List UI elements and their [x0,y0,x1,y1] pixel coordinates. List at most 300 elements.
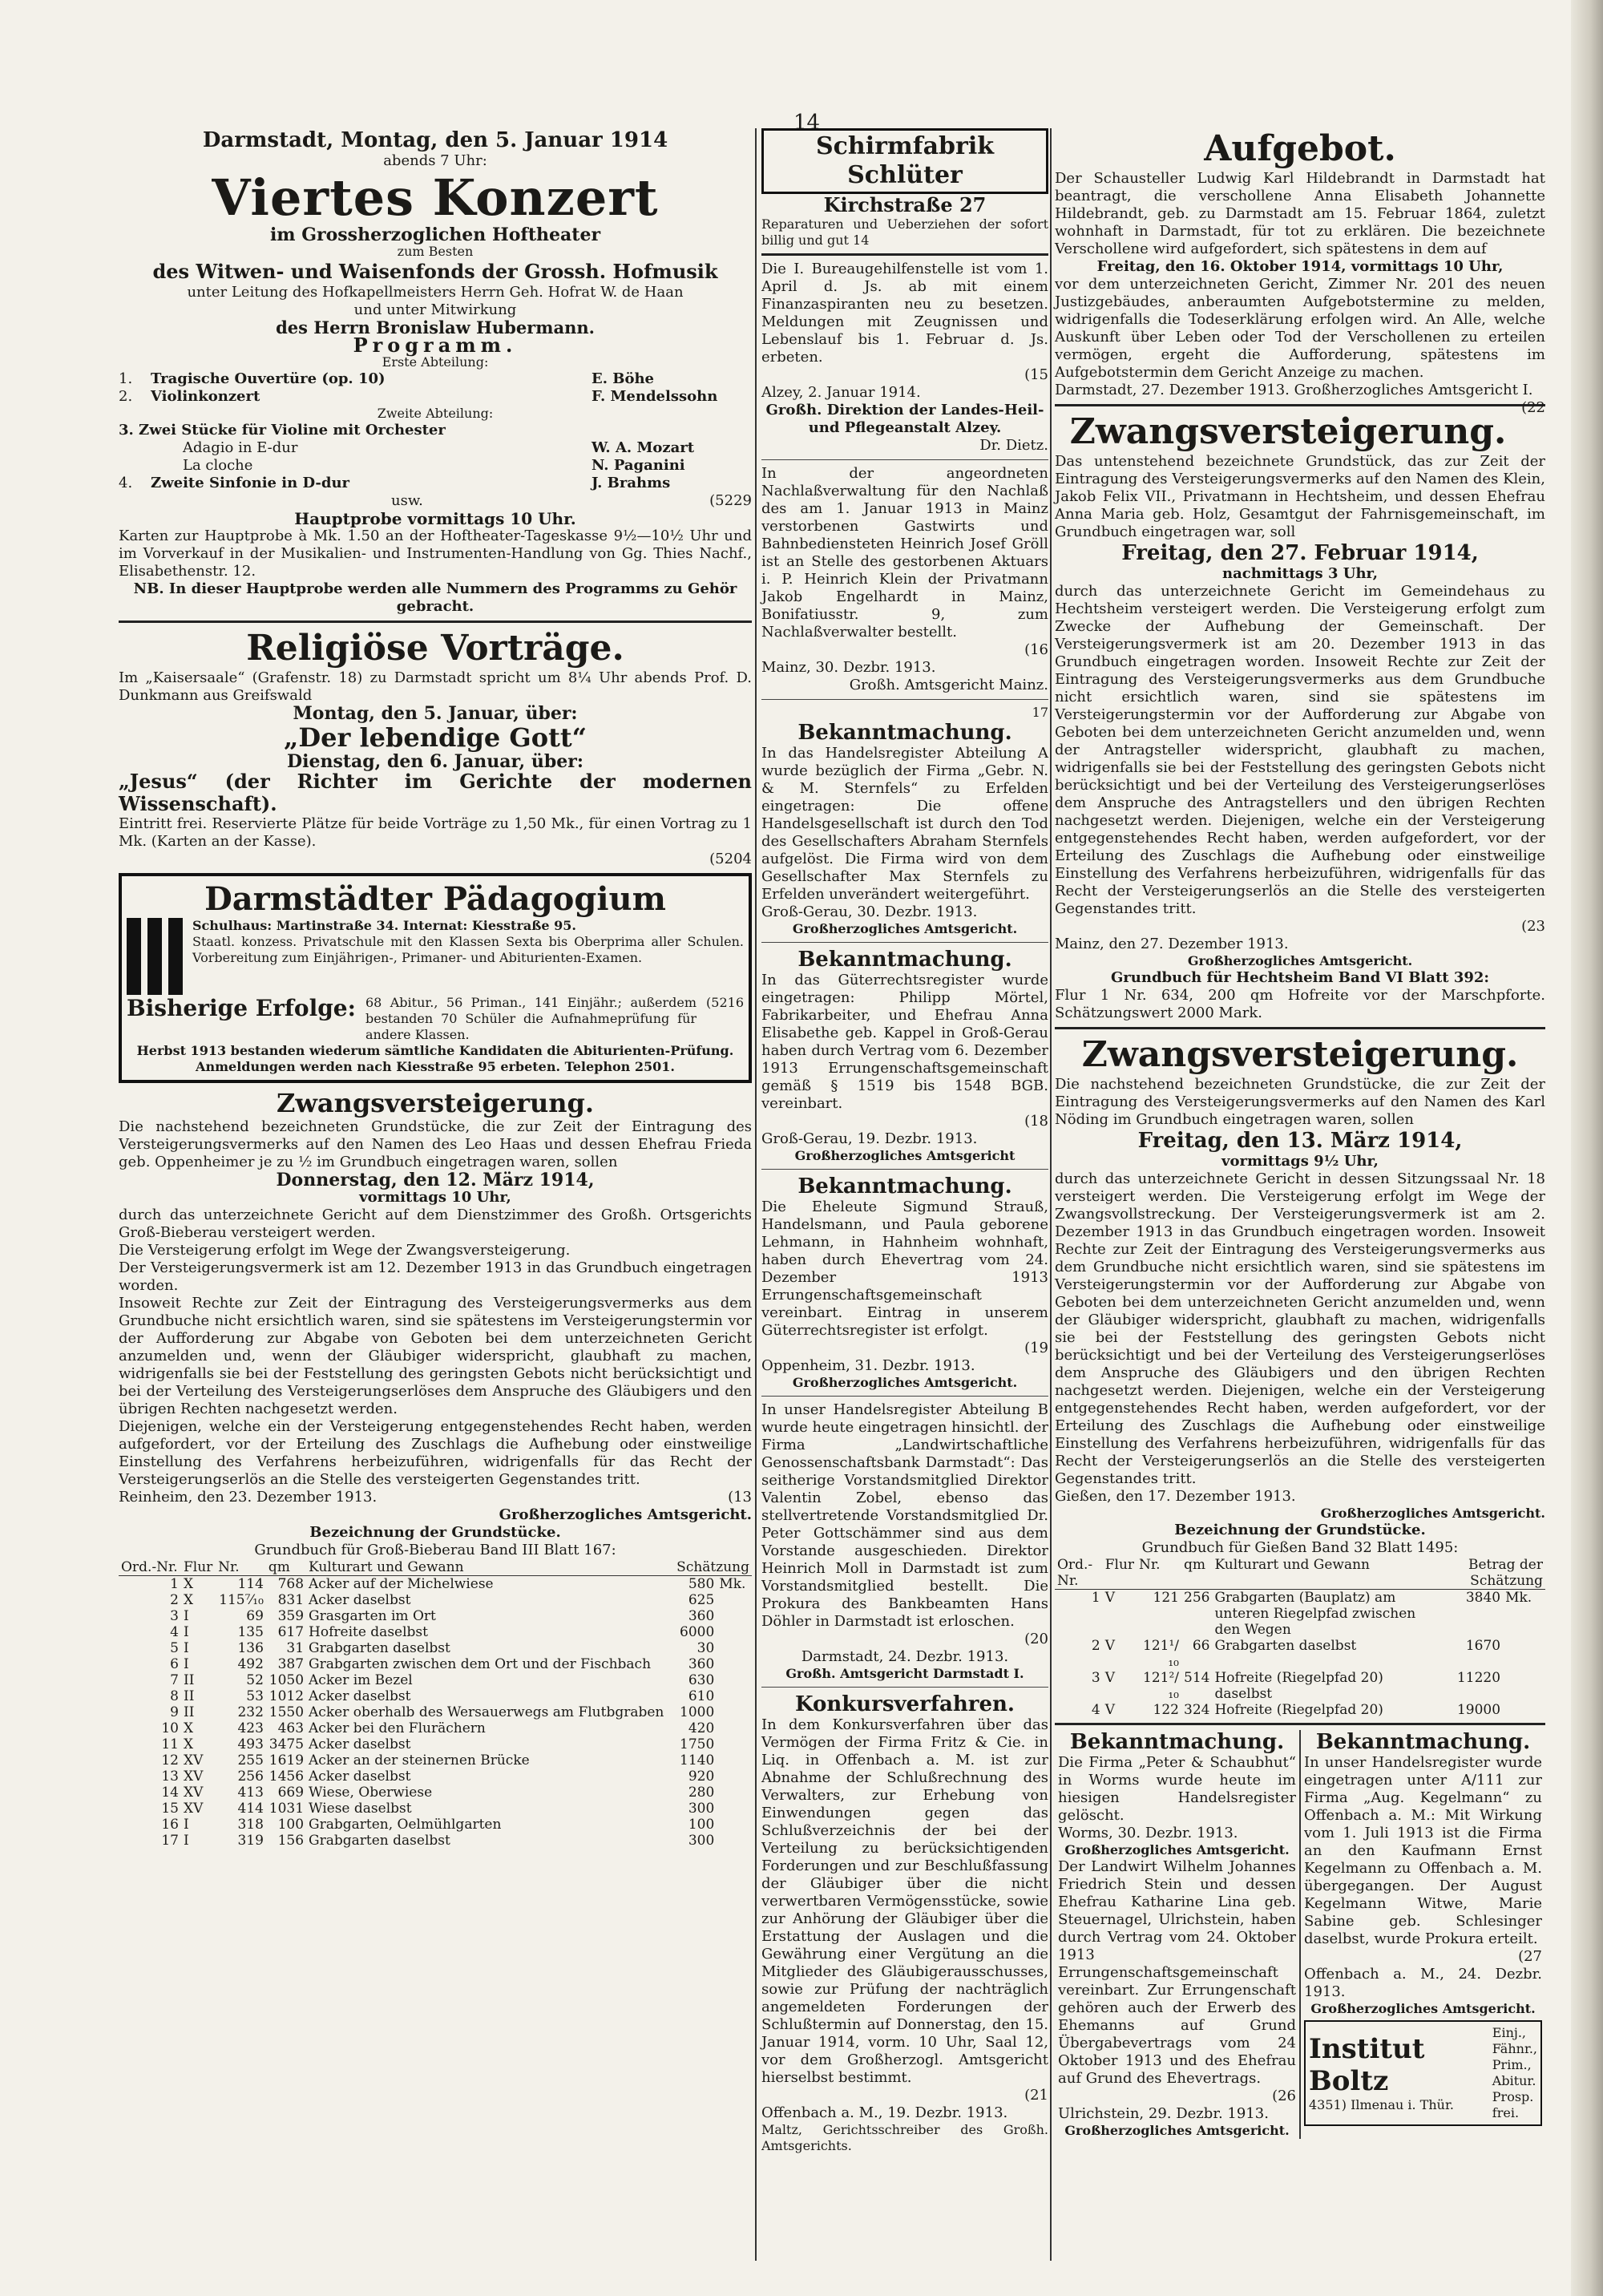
program-part-1 [119,370,752,406]
handels-ref: (20 [1024,1631,1048,1647]
table-cell: Acker bei den Flurächern [309,1720,486,1736]
table-cell: 136 [237,1640,264,1656]
divider [761,253,1048,256]
zwang-date: Donnerstag, den 12. März 1914, [276,1170,595,1190]
table-cell [1503,1638,1545,1670]
boltz-right: Einj., Fähnr., Prim., Abitur. Prosp. frei. [1492,2025,1538,2120]
bek-worms-text2: Der Landwirt Wilhelm Johannes Friedrich Stein und dessen Ehefrau Katharine Lina geb. Steuernagel, Ulrichstein, haben durch Vertrag vom 24. Oktober 1913 Errungenschaftsgemeinschaft vereinbart. Zur Errungenschaft gehören auch der Erwerb des Ehemanns auf Grund Übergabevertrags vom 24 Oktober 1913 und des Ehefrau auf Grund des Ehevertrags. [1058,1858,1296,2087]
table-cell: 66 [1192,1638,1210,1654]
bek-1 [761,705,1048,937]
table-cell: 19000 [1456,1702,1501,1718]
nachlass-notice [761,465,1048,694]
zwang-p1: Die nachstehend bezeichneten Grundstücke, die zur Zeit der Eintragung des Versteigerungsvermerks auf den Namen des Leo Haas und dessen Ehefrau Frieda geb. Oppenheimer je zu ½ im Grundbuch eingetragen waren, sollen [119,1118,752,1170]
table-cell: 630 [688,1672,715,1688]
table-cell: I [184,1624,189,1640]
table-cell: Acker daselbst [309,1592,411,1608]
table-cell: 53 [246,1688,264,1704]
table-cell [717,1656,752,1672]
table-row [119,1720,752,1736]
buero-text: Die I. Bureaugehilfenstelle ist vom 1. April d. Js. ab mit einem Finanzaspiranten neu zu besetzen. Meldungen mit Zeugnissen und Lebenslauf bis 1. Februar d. Js. erbeten. [761,261,1048,366]
table-cell [1503,1670,1545,1702]
bek-2-text: In das Güterrechtsregister wurde eingetragen: Philipp Mörtel, Fabrikarbeiter, und Ehefrau Anna Elisabethe geb. Kappel in Groß-Gerau haben durch Vertrag vom 6. Dezember 1913 Errungenschaftsgemeinschaft gemäß § 1519 bis 1548 BGB. vereinbart. [761,972,1048,1112]
boltz-name: Institut Boltz [1309,2033,1425,2097]
boltz-place-row: 4351) Ilmenau i. Thür. [1309,2097,1454,2112]
table-cell: X [184,1576,194,1592]
bek-1-dateline: Groß-Gerau, 30. Dezbr. 1913. [761,903,978,920]
bek-offenbach-court: Großherzogliches Amtsgericht. [1310,2001,1536,2016]
handelsregister-notice [761,1401,1048,1682]
table-cell: 414 [237,1801,264,1817]
program-part-2 [119,439,752,492]
table-row [119,1688,752,1704]
table-cell: 1670 [1465,1638,1501,1654]
table-cell: 10 [161,1720,179,1736]
table-row [119,1801,752,1817]
table-cell: 669 [277,1785,305,1801]
table-cell: 360 [688,1608,715,1624]
handels-court: Großh. Amtsgericht Darmstadt I. [785,1666,1024,1681]
table-row [119,1768,752,1785]
zw1-grundbuch: Grundbuch für Hechtsheim Band VI Blatt 392: [1110,969,1490,986]
table-cell: 31 [286,1640,305,1656]
table-cell: 1012 [269,1688,305,1704]
column-3 [1055,128,1545,2139]
program-item: 1. Tragische Ouvertüre (op. 10) E. Böhe [119,370,655,387]
aufgebot-title: Aufgebot. [1204,128,1396,169]
table-cell: 11 [161,1736,179,1752]
table-cell: 1050 [269,1672,305,1688]
table-cell [717,1768,752,1785]
zwang-ad-reinheim [119,1088,752,1849]
table-cell: II [184,1672,195,1688]
table-cell: Grabgarten daselbst [1214,1638,1357,1654]
konkurs-title: Konkursverfahren. [794,1692,1015,1716]
table-cell: 1619 [269,1752,305,1768]
vortraege-ad [119,628,752,868]
table-row [119,1752,752,1768]
table-cell: 625 [688,1592,715,1608]
table-row [119,1833,752,1849]
table-cell: 318 [237,1817,264,1833]
table-row [119,1576,752,1593]
divider [761,699,1048,700]
schirm-ad [761,128,1048,249]
table-cell: Mk. [719,1576,746,1592]
bek-offenbach-text: In unser Handelsregister wurde eingetragen unter A/111 zur Firma „Aug. Kegelmann“ zu Offenbach a. M.: Mit Wirkung vom 1. Juli 1913 ist die Firma an den Kaufmann Ernst Kegelmann zu Offenbach a. M. übergegangen. Der August Kegelmann Witwe, Marie Sabine geb. Schlesinger daselbst, wurde Prokura erteilt. [1304,1754,1542,1947]
table-cell [717,1736,752,1752]
table-cell: I [184,1608,189,1624]
table-cell: 115⁷⁄₁₀ [219,1592,264,1608]
vortraege-topic-2: „Jesus“ (der Richter im Gerichte der modernen Wissenschaft). [119,770,752,815]
table-cell: 156 [277,1833,305,1849]
table-cell: 3840 [1465,1590,1501,1606]
konkurs-ref: (21 [1024,2087,1048,2104]
zw2-grundbuch: Grundbuch für Gießen Band 32 Blatt 1495: [1141,1539,1459,1556]
table-cell: Hofreite (Riegelpfad 20) [1214,1702,1383,1718]
table-cell: 16 [161,1817,179,1833]
table-cell: 413 [237,1785,264,1801]
divider [1055,1027,1545,1029]
table-cell: V [1104,1590,1116,1606]
table-cell [717,1817,752,1833]
table-row [119,1640,752,1656]
table-cell: 256 [1184,1590,1210,1606]
table-row [119,1785,752,1801]
divider [761,1687,1048,1688]
paedagogium-text: Staatl. konzess. Privatschule mit den Klassen Sexta bis Oberprima aller Schulen. Vorbereitung zum Einjährigen-, Primaner- und Abiturienten-Examen. [192,934,744,965]
zw2-dateline: Gießen, den 17. Dezember 1913. [1055,1488,1296,1505]
table-cell: 2 [170,1592,179,1608]
table-row [1055,1670,1545,1702]
table-row [119,1672,752,1688]
zw1-text2: durch das unterzeichnete Gericht im Gemeindehaus zu Hechtsheim versteigert werden. Die Versteigerung erfolgt zum Zwecke der Aufhebung der Gemeinschaft. Der Versteigerungsvermerk ist am 20. Dezember 1913 in das Grundbuch eingetragen worden. Insoweit Rechte zur Zeit der Eintragung des Versteigerungsvermerks aus dem Grundbuche nicht ersichtlich waren, sind sie spätestens im Versteigerungstermin vor der Aufforderung zur Abgabe von Geboten bei dem unterzeichneten Gericht anzumelden und, wenn der Antragsteller widerspricht, glaubhaft zu machen, widrigenfalls sie bei der Feststellung des geringsten Gebots nicht berücksichtigt und bei der Verteilung des Versteigerungserlöses dem Anspruche des Antragstellers und den übrigen Rechten nachgesetzt werden. Diejenigen, welche ein der Versteigerung entgegenstehendes Recht haben, werden aufgefordert, vor der Erteilung des Zuschlags die Aufhebung oder einstweilige Einstellung des Verfahrens herbeizuführen, widrigenfalls für das Recht der Versteigerungserlös an die Stelle des versteigerten Gegenstandes tritt. [1055,583,1545,917]
table-cell: Grabgarten (Bauplatz) am unteren Riegelpfad zwischen den Wegen [1214,1590,1416,1638]
table-cell: Acker daselbst [309,1688,411,1704]
table-cell: 13 [161,1768,179,1785]
zw2-time: vormittags 9½ Uhr, [1221,1153,1379,1170]
paedagogium-ad [119,873,752,1083]
program-usw: usw. (5229 [391,492,752,509]
table-row [119,1608,752,1624]
table-cell [717,1704,752,1720]
aufgebot-dateline-row: Darmstadt, 27. Dezember 1913. Großherzogliches Amtsgericht I. (22 [1055,382,1545,416]
zwang-bez: Bezeichnung der Grundstücke. [309,1524,561,1541]
paedagogium-erfolge [127,995,744,1043]
paedagogium-text-block [192,918,744,966]
table-cell: 1 [170,1576,179,1592]
table-cell: 280 [688,1785,715,1801]
bek-2-dateline: Groß-Gerau, 19. Dezbr. 1913. [761,1130,978,1147]
bek-3-text: Die Eheleute Sigmund Strauß, Handelsmann, und Paula geborene Lehmann, in Hahnheim wohnhaft, haben durch Ehevertrag vom 24. Dezember 1913 Errungenschaftsgemeinschaft vereinbart. Eintrag in unserem Güterrechtsregister ist erfolgt. [761,1199,1048,1339]
table-cell: 17 [161,1833,179,1849]
table-cell: 4 [170,1624,179,1640]
table-cell: 1140 [680,1752,715,1768]
giessen-table-body [1055,1590,1545,1719]
bek-worms-dateline: Worms, 30. Dezbr. 1913. [1058,1825,1238,1841]
table-cell: 255 [237,1752,264,1768]
table-cell: Grabgarten zwischen dem Ort und der Fischbach [309,1656,652,1672]
table-cell: 3 [1091,1670,1100,1686]
boltz-ad [1304,2020,1542,2126]
table-cell: 1550 [269,1704,305,1720]
table-cell: 30 [697,1640,715,1656]
table-cell: 100 [688,1817,715,1833]
program-item: 2. Violinkonzert F. Mendelssohn [119,388,718,405]
konkurs-dateline: Offenbach a. M., 19. Dezbr. 1913. [761,2104,1008,2121]
schirm-title: Schirmfabrik Schlüter [761,128,1048,194]
zwang-p6: Diejenigen, welche ein der Versteigerung entgegenstehendes Recht haben, werden aufgefordert, vor der Erteilung des Zuschlags die Aufhebung oder einstweilige Einstellung des Verfahrens herbeizuführen, widrigenfalls für das Recht der Versteigerungserlös an die Stelle des versteigerten Gegenstandes tritt. [119,1418,752,1488]
bek-worms-dateline2: Ulrichstein, 29. Dezbr. 1913. [1058,2105,1269,2122]
table-cell: 3 [170,1608,179,1624]
vortraege-title: Religiöse Vorträge. [246,628,624,669]
karten-text: Karten zur Hauptprobe à Mk. 1.50 an der Hoftheater-Tageskasse 9½—10½ Uhr und im Vorverkauf in der Musikalien- und Instrumenten-Handlung von Gg. Thies Nachf., Elisabethenstr. 12. [119,528,752,580]
table-cell [717,1640,752,1656]
table-cell: 420 [688,1720,715,1736]
paedagogium-body [127,918,744,995]
zw1-title: Zwangsversteigerung. [1069,411,1507,452]
zwang-p5: Insoweit Rechte zur Zeit der Eintragung des Versteigerungsvermerks aus dem Grundbuche nicht ersichtlich waren, sind sie spätestens im Versteigerungstermin vor der Aufforderung zur Abgabe von Geboten bei dem unterzeichneten Gericht anzumelden und, wenn der Gläubiger widerspricht, glaubhaft zu machen, widrigenfalls sie bei der Feststellung des geringsten Gebots nicht berücksichtigt und bei der Verteilung des Versteigerungserlöses dem Anspruche des Gläubigers und den übrigen Rechten nachgesetzt werden. [119,1295,752,1417]
table-cell: Acker an der steinernen Brücke [309,1752,530,1768]
table-row [119,1704,752,1720]
bek-3-title: Bekanntmachung. [797,1174,1012,1199]
divider [761,942,1048,943]
table-cell [717,1752,752,1768]
konzert-mitwirkung: und unter Mitwirkung [353,301,517,318]
zwang-title: Zwangsversteigerung. [276,1088,595,1118]
table-row [119,1817,752,1833]
program-item: 4. Zweite Sinfonie in D-dur J. Brahms [119,475,671,491]
table-cell: X [184,1720,194,1736]
handels-text: In unser Handelsregister Abteilung B wurde heute eingetragen hinsichtl. der Firma „Landwirtschaftliche Genossenschaftsbank Darmstadt“: Das seitherige Vorstandsmitglied Direktor Valentin Zobel, ebenso das stellvertretende Vorstandsmitglied Dr. Peter Gottschämmer sind aus dem Vorstande ausgeschieden. Direktor Heinrich Moll in Darmstadt ist zum Vorstandsmitglied bestellt. Die Prokura des Bankbeamten Hans Döhler in Darmstadt ist erloschen. [761,1401,1049,1630]
schirm-addr: Kirchstraße 27 [823,193,987,216]
table-cell: I [184,1640,189,1656]
table-cell [717,1720,752,1736]
zwang-court: Großherzogliches Amtsgericht. [499,1506,752,1523]
buero-sender: Großh. Direktion der Landes-Heil- und Pflegeanstalt Alzey. [765,402,1044,436]
zwang-grundbuch: Grundbuch für Groß-Bieberau Band III Blatt 167: [254,1542,616,1558]
table-cell: V [1104,1702,1116,1718]
table-cell: 423 [237,1720,264,1736]
table-cell: 360 [688,1656,715,1672]
table-cell: Acker auf der Michelwiese [309,1576,494,1592]
table-cell: Grasgarten im Ort [309,1608,436,1624]
table-cell: 1 [1091,1590,1100,1606]
table-cell: Acker daselbst [309,1736,411,1752]
vortraege-ref: (5204 [709,851,752,867]
table-cell: 15 [161,1801,179,1817]
vortraege-topic-1: „Der lebendige Gott“ [283,722,587,753]
schirm-text-row: Reparaturen und Ueberziehen der sofort billig und gut 14 [761,216,1048,248]
bek-1-court: Großherzogliches Amtsgericht. [792,921,1018,936]
column-2 [761,128,1048,2154]
table-cell: 387 [277,1656,305,1672]
table-cell: 493 [237,1736,264,1752]
grundstuecke-table-body [119,1576,752,1849]
konzert-zum-besten: zum Besten [397,244,474,259]
table-cell: Wiese daselbst [309,1801,412,1817]
table-cell: 114 [237,1576,264,1592]
table-cell: 1456 [269,1768,305,1785]
table-cell: 232 [237,1704,264,1720]
table-cell: X [184,1592,194,1608]
buero-ref: (15 [1024,366,1048,383]
table-row [119,1656,752,1672]
table-cell: 14 [161,1785,179,1801]
table-cell: 610 [688,1688,715,1704]
table-row [1055,1638,1545,1670]
zw2-text: Die nachstehend bezeichneten Grundstücke, die zur Zeit der Eintragung des Versteigerungsvermerks auf den Namen des Karl Nöding im Grundbuch eingetragen waren, sollen [1055,1076,1545,1128]
zw1-court: Großherzogliches Amtsgericht. [1187,953,1413,968]
table-cell: 100 [277,1817,305,1833]
table-cell: 121²/₁₀ [1143,1670,1179,1702]
table-cell: 11220 [1456,1670,1501,1686]
bek-worms-ref: (26 [1272,2088,1296,2104]
table-cell: 69 [246,1608,264,1624]
table-cell: 12 [161,1752,179,1768]
table-cell: 5 [170,1640,179,1656]
table-cell: Mk. [1505,1590,1532,1606]
table-cell: 463 [277,1720,305,1736]
table-cell: 1750 [680,1736,715,1752]
table-row [119,1736,752,1752]
zw2-text2: durch das unterzeichnete Gericht in dessen Sitzungssaal Nr. 18 versteigert werden. Die Versteigerung erfolgt im Wege der Zwangsvollstreckung. Der Versteigerungsvermerk ist am 2. Dezember 1913 in das Grundbuch eingetragen worden. Insoweit Rechte zur Zeit der Eintragung des Versteigerungsvermerks aus dem Grundbuche nicht ersichtlich waren, sind sie spätestens im Versteigerungstermin vor der Aufforderung zur Abgabe von Geboten bei dem unterzeichneten Gericht anzumelden und, wenn der Gläubiger widerspricht, glaubhaft zu machen, widrigenfalls sie bei der Feststellung des geringsten Gebots nicht berücksichtigt und bei der Verteilung des Versteigerungserlöses dem Anspruche des Gläubigers und den übrigen Rechten nachgesetzt werden. Diejenigen, welche ein der Versteigerung entgegenstehendes Recht haben, werden aufgefordert, vor der Erteilung des Zuschlags die Aufhebung oder einstweilige Einstellung des Verfahrens herbeizuführen, widrigenfalls für das Recht der Versteigerungserlös an die Stelle des versteigerten Gegenstandes tritt. [1055,1170,1545,1487]
table-cell: 831 [277,1592,305,1608]
bek-1-ref: 17 [1032,705,1048,720]
nachlass-court: Großh. Amtsgericht Mainz. [849,677,1048,693]
konzert-soloist: des Herrn Bronislaw Hubermann. [276,317,595,338]
table-cell [717,1624,752,1640]
konzert-ad [119,128,752,616]
zwang-time: vormittags 10 Uhr, [359,1189,511,1206]
buero-dateline: Alzey, 2. Januar 1914. [761,384,921,401]
bek-1-text: In das Handelsregister Abteilung A wurde bezüglich der Firma „Gebr. N. & M. Sternfels“ zu Erfelden eingetragen: Die offene Handelsgesellschaft ist durch den Tod des Gesellschafters Abraham Sternfels aufgelöst. Die Firma wird von dem Gesellschafter Max Sternfels zu Erfelden unverändert weitergeführt. [761,745,1048,903]
table-cell: I [184,1817,189,1833]
divider [761,459,1048,460]
newspaper-page [95,104,1545,2285]
zw2-date: Freitag, den 13. März 1914, [1137,1129,1463,1153]
table-row [1055,1590,1545,1639]
konzert-time: abends 7 Uhr: [383,152,487,169]
column-rule [1050,128,1052,2261]
aufgebot-text2: vor dem unterzeichneten Gericht, Zimmer Nr. 201 des neuen Justizgebäudes, anberaumten Aufgebotstermine zu melden, widrigenfalls die Todeserklärung erfolgen wird. An Alle, welche Auskunft über Leben oder Tod der Verschollenen zu erteilen vermögen, ergeht die Aufforderung, spätestens im Aufgebotstermin dem Gericht Anzeige zu machen. [1055,276,1545,381]
table-cell [1503,1702,1545,1718]
table-cell: XV [184,1785,204,1801]
table-cell: 52 [246,1672,264,1688]
zw2-bez: Bezeichnung der Grundstücke. [1174,1522,1426,1538]
table-cell: 2 [1091,1638,1100,1654]
bek-3 [761,1174,1048,1391]
aufgebot-termin: Freitag, den 16. Oktober 1914, vormittags 10 Uhr, [1096,258,1504,275]
table-cell: XV [184,1801,204,1817]
bek-worms-court2: Großherzogliches Amtsgericht. [1064,2123,1290,2138]
program-item-3: 3. Zwei Stücke für Violine mit Orchester [119,422,446,439]
bek-worms-text: Die Firma „Peter & Schaubhut“ in Worms wurde heute im hiesigen Handelsregister gelöscht. [1058,1754,1296,1824]
nachlass-ref: (16 [1024,641,1048,658]
paedagogium-addresses: Schulhaus: Martinstraße 34. Internat: Kiesstraße 95. [192,918,576,933]
table-cell: Acker im Bezel [309,1672,413,1688]
bek-offenbach-title: Bekanntmachung. [1315,1730,1531,1754]
erfolge-heading: Bisherige Erfolge: [127,995,356,1021]
bek-2-court: Großherzogliches Amtsgericht [794,1148,1016,1163]
bek-offenbach [1299,1730,1545,2139]
handels-dateline: Darmstadt, 24. Dezbr. 1913. [801,1648,1009,1665]
bek-3-dateline: Oppenheim, 31. Dezbr. 1913. [761,1357,975,1374]
konzert-venue: im Grossherzoglichen Hoftheater [269,224,601,245]
bek-worms [1055,1730,1299,2139]
scan-edge [1571,0,1603,2296]
table-cell: 1031 [269,1801,305,1817]
konkurs-text: In dem Konkursverfahren über das Vermögen der Firma Fritz & Cie. in Liq. in Offenbach a. M. ist zur Abnahme der Schlußrechnung des Verwalters, zur Erhebung von Einwendungen gegen das Schlußverzeichnis der bei der Verteilung zu berücksichtigenden Forderungen und zur Beschlußfassung der Gläubiger über die nicht verwertbaren Vermögensstücke, sowie zur Anhörung der Gläubiger über die Erstattung der Auslagen und die Gewährung einer Vergütung an die Mitglieder des Gläubigerausschusses, sowie zur Prüfung der nachträglich angemeldeten Forderungen der Schlußtermin auf Donnerstag, den 15. Januar 1914, vorm. 10 Uhr, Saal 12, vor dem Großherzogl. Amtsgericht hierselbst bestimmt. [761,1716,1048,2086]
table-cell: 7 [170,1672,179,1688]
divider [1055,404,1545,406]
table-cell [717,1672,752,1688]
paedagogium-herbst: Herbst 1913 bestanden wiederum sämtliche Kandidaten die Abiturienten-Prüfung. [136,1043,734,1058]
table-cell: 319 [237,1833,264,1849]
vortraege-eintritt: Eintritt frei. Reservierte Plätze für beide Vorträge zu 1,50 Mk., für einen Vortrag zu 1 Mk. (Karten an der Kasse). [119,815,752,850]
table-cell: 9 [170,1704,179,1720]
zwang-dateline-row: Reinheim, den 23. Dezember 1913. (13 [119,1489,752,1506]
table-cell: 121¹/₁₀ [1143,1638,1179,1670]
table-cell: 3475 [269,1736,305,1752]
table-cell: II [184,1704,195,1720]
hauptprobe: Hauptprobe vormittags 10 Uhr. [294,509,576,528]
konzert-fonds: des Witwen- und Waisenfonds der Grossh. Hofmusik [152,260,718,283]
konkurs-notice [761,1692,1048,2154]
table-cell: 6000 [680,1624,715,1640]
table-cell: I [184,1656,189,1672]
table-cell: 617 [277,1624,305,1640]
table-cell: XV [184,1768,204,1785]
table-cell: Hofreite (Riegelpfad 20) daselbst [1214,1670,1383,1702]
program-item: La cloche N. Paganini [183,457,685,474]
table-row [1055,1702,1545,1718]
konzert-programm: Programm. [353,333,518,357]
table-cell: Grabgarten daselbst [309,1640,450,1656]
table-cell: V [1104,1670,1116,1686]
table-cell: 359 [277,1608,305,1624]
zw2-court: Großherzogliches Amtsgericht. [1320,1506,1545,1521]
bek-2 [761,948,1048,1164]
nachlass-text: In der angeordneten Nachlaßverwaltung für den Nachlaß des am 1. Januar 1913 in Mainz verstorbenen Gastwirts und Bahnbediensteten Heinrich Josef Gröll ist an Stelle des gestorbenen Aktuars i. P. Heinrich Klein der Privatmann Jakob Engelhardt in Mainz, Bonifatiusstr. 9, zum Nachlaßverwalter bestellt. [761,465,1048,641]
table-cell: Hofreite daselbst [309,1624,428,1640]
buero-sig: Dr. Dietz. [979,437,1048,454]
zw1-time: nachmittags 3 Uhr, [1222,565,1378,582]
table-cell: XV [184,1752,204,1768]
page-number: 14 [793,111,821,135]
zwang-p2: durch das unterzeichnete Gericht auf dem Dienstzimmer des Großh. Ortsgerichts Groß-Bieberau versteigert werden. [119,1207,752,1241]
table-cell: 300 [688,1833,715,1849]
table-cell: 1000 [680,1704,715,1720]
bek-worms-court: Großherzogliches Amtsgericht. [1064,1842,1290,1857]
divider [1055,1723,1545,1725]
giessen-table [1055,1557,1545,1718]
table-cell: 324 [1184,1702,1210,1718]
table-cell [717,1785,752,1801]
divider [761,1396,1048,1397]
bek-offenbach-dateline: Offenbach a. M., 24. Dezbr. 1913. [1304,1966,1542,2000]
bek-pair [1055,1730,1545,2139]
table-cell [717,1592,752,1608]
zwang-hechtsheim [1055,411,1545,1022]
table-cell [717,1608,752,1624]
vortraege-intro: Im „Kaisersaale“ (Grafenstr. 18) zu Darmstadt spricht um 8¼ Uhr abends Prof. D. Dunkmann aus Greifswald [119,669,752,704]
konzert-leitung: unter Leitung des Hofkapellmeisters Herrn Geh. Hofrat W. de Haan [187,284,684,301]
table-cell: 4 [1091,1702,1100,1718]
konzert-title: Viertes Konzert [212,168,659,227]
table-cell: 300 [688,1801,715,1817]
grundstuecke-table [119,1559,752,1849]
zw1-entry: Flur 1 Nr. 634, 200 qm Hofreite vor der Marschpforte. Schätzungswert 2000 Mark. [1055,987,1545,1021]
bek-3-court: Großherzogliches Amtsgericht. [792,1375,1018,1390]
vortraege-day-1: Montag, den 5. Januar, über: [293,703,578,724]
table-cell [717,1801,752,1817]
table-cell [717,1688,752,1704]
zwang-p4: Der Versteigerungsvermerk ist am 12. Dezember 1913 in das Grundbuch eingetragen worden. [119,1259,752,1294]
table-cell: V [1104,1638,1116,1654]
vortraege-day-2: Dienstag, den 6. Januar, über: [287,751,583,772]
zw2-title: Zwangsversteigerung. [1081,1034,1519,1075]
nb-text: NB. In dieser Hauptprobe werden alle Nummern des Programms zu Gehör gebracht. [133,580,737,615]
konkurs-sig: Maltz, Gerichtsschreiber des Großh. Amtsgerichts. [761,2122,1048,2153]
table-cell: Wiese, Oberwiese [309,1785,433,1801]
konzert-dateline: Darmstadt, Montag, den 5. Januar 1914 [202,128,668,152]
table-cell: II [184,1688,195,1704]
paedagogium-anmeldungen: Anmeldungen werden nach Kiesstraße 95 erbeten. Telephon 2501. [196,1059,675,1074]
table-cell: 122 [1153,1702,1179,1718]
table-cell: I [184,1833,189,1849]
table-header-row: Ord.-Nr. Flur Nr. qm Kulturart und Gewann Betrag der Schätzung [1055,1557,1545,1590]
buero-notice [761,261,1048,455]
